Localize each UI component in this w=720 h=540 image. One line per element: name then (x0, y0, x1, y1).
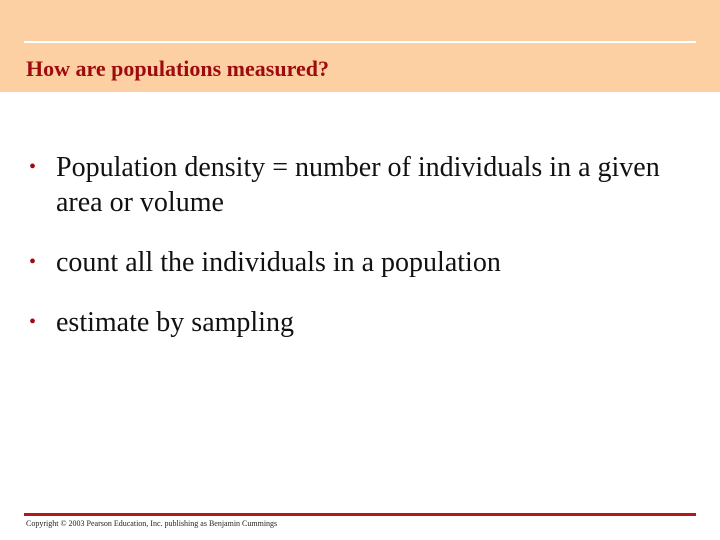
header-divider (24, 41, 696, 43)
bullet-marker: • (29, 156, 37, 178)
bullet-marker: • (29, 251, 37, 273)
copyright-notice: Copyright © 2003 Pearson Education, Inc. publishing as Benjamin Cummings (26, 519, 278, 528)
header-band (0, 0, 720, 92)
bullet-marker: • (29, 311, 37, 333)
slide-title: How are populations measured? (26, 56, 329, 81)
bullet-item (29, 305, 689, 340)
footer-divider (24, 513, 696, 516)
bullet-text: Population density = number of individuals in a given area or volume (56, 152, 660, 218)
bullet-text: count all the individuals in a population (56, 247, 501, 278)
bullet-list (29, 150, 689, 365)
bullet-text: estimate by sampling (56, 307, 294, 338)
bullet-item (29, 245, 689, 280)
bullet-item (29, 150, 689, 220)
